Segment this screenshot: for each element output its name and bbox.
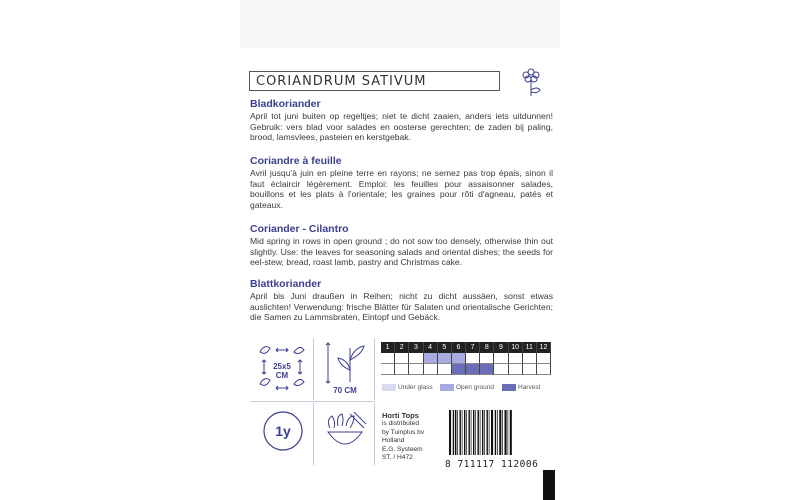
spacing-unit: CM <box>275 371 289 380</box>
barcode-bar <box>457 410 458 455</box>
spacing-value: 25x5 <box>273 362 291 371</box>
calendar-row-harvest <box>381 364 551 375</box>
calendar-cell-sowing <box>381 353 395 364</box>
section-english <box>250 223 553 268</box>
calendar-cell-sowing <box>395 353 409 364</box>
legend-swatch <box>440 384 454 391</box>
legend-open-ground <box>440 384 494 391</box>
barcode-bar <box>480 410 481 455</box>
section-title: Blattkoriander <box>250 278 322 290</box>
barcode-bar <box>473 410 474 455</box>
spacing-label <box>264 362 300 380</box>
seed-packet-back <box>240 0 560 500</box>
barcode-bar <box>464 410 465 455</box>
calendar-month-label: 7 <box>466 342 480 353</box>
section-title: Bladkoriander <box>250 98 321 110</box>
barcode-bar <box>497 410 498 455</box>
calendar-month-label: 4 <box>424 342 438 353</box>
section-dutch <box>250 98 553 143</box>
calendar-cell-sowing <box>409 353 423 364</box>
grid-divider <box>250 401 375 402</box>
section-text: Avril jusqu'à juin en pleine terre en rayons; ne semez pas trop épais, sinon il faut éclaircir légèrement. Emploi: les feuilles pour assaisonner salades, bouillons et les plats à l'orientale; les graines pour rôti d'agneau, patés et gateaux. <box>250 168 553 210</box>
calendar-cell-sowing <box>494 353 508 364</box>
sowing-calendar <box>381 342 551 375</box>
calendar-cell-harvest <box>395 364 409 375</box>
barcode-bar <box>508 410 509 455</box>
distributor-line: by Tuinplus bv <box>382 428 425 436</box>
calendar-month-label: 2 <box>395 342 409 353</box>
flower-icon <box>517 64 545 98</box>
barcode-bar <box>455 410 456 455</box>
barcode-bar <box>510 410 512 455</box>
barcode-bar <box>453 410 454 455</box>
calendar-month-label: 8 <box>480 342 494 353</box>
calendar-month-label: 3 <box>409 342 423 353</box>
section-text: Mid spring in rows in open ground ; do not sow too densely, otherwise thin out slightly. Use: the leaves for seasoning salads and oriental dishes; the seeds for eel-stew, bread, roast lamb, pastry and Christmas cake. <box>250 236 553 268</box>
barcode-bar <box>482 410 483 455</box>
calendar-cell-sowing <box>509 353 523 364</box>
height-label: 70 CM <box>333 386 357 395</box>
barcode-bar <box>475 410 476 455</box>
barcode <box>447 410 547 455</box>
legend-harvest <box>502 384 540 391</box>
distributor-line: is distributed <box>382 420 420 428</box>
calendar-cell-sowing <box>452 353 466 364</box>
barcode-bar <box>489 410 490 455</box>
calendar-cell-sowing <box>438 353 452 364</box>
calendar-cell-sowing <box>424 353 438 364</box>
plant-height-icon <box>320 340 370 386</box>
bowl-icon <box>320 408 370 458</box>
latin-name: CORIANDRUM SATIVUM <box>256 74 427 89</box>
section-german <box>250 278 553 323</box>
grid-divider <box>374 403 375 465</box>
calendar-cell-sowing <box>466 353 480 364</box>
legend-label: Harvest <box>518 384 541 392</box>
calendar-cell-harvest <box>438 364 452 375</box>
calendar-cell-harvest <box>537 364 551 375</box>
calendar-month-label: 10 <box>509 342 523 353</box>
barcode-number: 8 711117 112006 <box>445 459 539 470</box>
calendar-month-label: 12 <box>537 342 551 353</box>
barcode-bar <box>491 410 493 455</box>
distributor-line: ST. / H472 <box>382 454 413 462</box>
barcode-bar <box>466 410 467 455</box>
section-text: April tot juni buiten op regeltjes; niet te dicht zaaien, anders iets uitdunnen! Gebruik: vers blad voor salades en oosterse gerechten; de zaden bij paling, brood, lamsvlees, pasteien en kerstgebak. <box>250 111 553 143</box>
distributor-line: Holland <box>382 437 405 445</box>
legend-label: Under glass <box>398 384 433 392</box>
section-text: April bis Juni draußen in Reihen; nicht zu dicht aussäen, sonst etwas auslichten! Verwendung: frische Blätter für Salaten und orientalische Gerichten; die Samen zu Lammsbraten, Eintopf und Gebäck. <box>250 291 553 323</box>
barcode-bar <box>484 410 485 455</box>
calendar-month-label: 1 <box>381 342 395 353</box>
barcode-bar <box>469 410 470 455</box>
grid-divider <box>313 338 314 400</box>
calendar-cell-harvest <box>523 364 537 375</box>
packet-top-flap <box>240 0 560 48</box>
calendar-month-label: 5 <box>438 342 452 353</box>
brand-name: Horti Tops <box>382 411 419 420</box>
barcode-bar <box>460 410 461 455</box>
legend-swatch <box>382 384 396 391</box>
barcode-bar <box>449 410 451 455</box>
calendar-cell-sowing <box>480 353 494 364</box>
calendar-month-label: 6 <box>452 342 466 353</box>
calendar-header <box>381 342 551 353</box>
packet-edge-mark <box>543 470 555 500</box>
barcode-bar <box>495 410 496 455</box>
barcode-bar <box>487 410 488 455</box>
barcode-bar <box>471 410 472 455</box>
grid-divider <box>313 403 314 465</box>
calendar-month-label: 11 <box>523 342 537 353</box>
calendar-cell-harvest <box>509 364 523 375</box>
section-title: Coriandre à feuille <box>250 155 342 167</box>
section-title: Coriander - Cilantro <box>250 223 349 235</box>
barcode-bar <box>478 410 479 455</box>
calendar-cell-harvest <box>452 364 466 375</box>
calendar-cell-sowing <box>537 353 551 364</box>
section-french <box>250 155 553 210</box>
barcode-bar <box>499 410 501 455</box>
calendar-cell-harvest <box>466 364 480 375</box>
distributor-info <box>382 412 442 462</box>
calendar-month-label: 9 <box>494 342 508 353</box>
distributor-line: E.G. Systeem <box>382 445 423 453</box>
calendar-cell-harvest <box>480 364 494 375</box>
latin-name-box <box>249 71 500 91</box>
calendar-cell-harvest <box>409 364 423 375</box>
calendar-cell-sowing <box>523 353 537 364</box>
barcode-bar <box>505 410 507 455</box>
lifecycle-label: 1y <box>275 423 291 439</box>
barcode-bar <box>462 410 463 455</box>
grid-divider <box>374 338 375 400</box>
calendar-cell-harvest <box>381 364 395 375</box>
legend-swatch <box>502 384 516 391</box>
legend-label: Open ground <box>456 384 494 392</box>
calendar-cell-harvest <box>424 364 438 375</box>
barcode-bar <box>502 410 503 455</box>
calendar-row-sowing <box>381 353 551 364</box>
legend-under-glass <box>382 384 433 391</box>
calendar-cell-harvest <box>494 364 508 375</box>
